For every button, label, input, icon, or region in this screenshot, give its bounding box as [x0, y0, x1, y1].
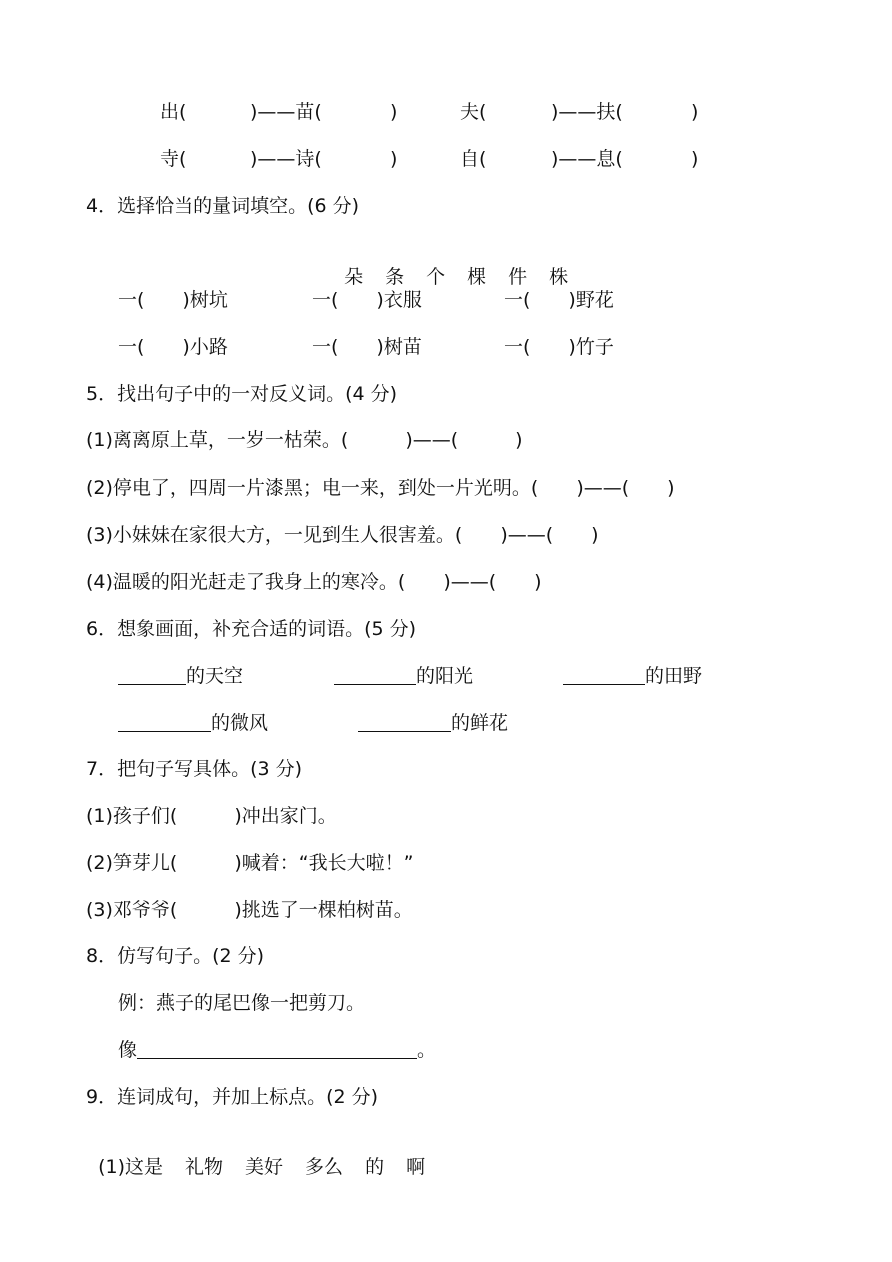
q4-word-bank	[332, 241, 590, 289]
q6-fill	[118, 664, 243, 688]
q9-item	[86, 1131, 425, 1179]
pair-text: 自(	[460, 148, 487, 170]
q4-item: 一( )野花	[504, 289, 614, 311]
q8-answer-line	[118, 1038, 436, 1062]
q4-item: 一( )衣服	[312, 289, 422, 311]
q9-title: 9．连词成句，并加上标点。(2 分)	[86, 1086, 379, 1108]
q5-item: (2)停电了，四周一片漆黑；电一来，到处一片光明。( )——( )	[86, 477, 675, 499]
q4-item: 一( )树苗	[312, 336, 422, 358]
word-bank-item: 朵	[344, 266, 364, 288]
pair-text: )	[691, 101, 699, 123]
q5-item: (4)温暖的阳光赶走了我身上的寒冷。( )——( )	[86, 571, 542, 593]
q6-fill	[118, 711, 268, 735]
word-bank-item: 棵	[467, 266, 487, 288]
q9-word: 的	[365, 1156, 385, 1178]
q4-item: 一( )小路	[118, 336, 228, 358]
q8-example: 例：燕子的尾巴像一把剪刀。	[118, 992, 366, 1014]
pair-text: )——息(	[551, 148, 623, 170]
word-bank-item: 个	[426, 266, 446, 288]
q5-title: 5．找出句子中的一对反义词。(4 分)	[86, 383, 398, 405]
pair-text: )——诗(	[250, 148, 322, 170]
q9-word: 美好	[245, 1156, 284, 1178]
pair-text: 出(	[160, 101, 187, 123]
answer-blank[interactable]	[118, 713, 211, 732]
q6-phrase: 的鲜花	[451, 712, 509, 734]
pair-text: )——苗(	[250, 101, 322, 123]
answer-blank[interactable]	[563, 666, 645, 685]
q8-suffix: 。	[417, 1039, 437, 1061]
q6-fill	[358, 711, 508, 735]
pair-text: )	[390, 101, 398, 123]
answer-blank[interactable]	[137, 1040, 417, 1059]
q7-title: 7．把句子写具体。(3 分)	[86, 758, 303, 780]
pair-text: 寺(	[160, 148, 187, 170]
q4-item: 一( )树坑	[118, 289, 228, 311]
q6-phrase: 的微风	[211, 712, 269, 734]
q7-item: (2)笋芽儿( )喊着：“我长大啦！”	[86, 852, 414, 874]
pair-text: )	[390, 148, 398, 170]
word-bank-item: 条	[385, 266, 405, 288]
pair-text: )——扶(	[551, 101, 623, 123]
q6-title: 6．想象画面，补充合适的词语。(5 分)	[86, 618, 417, 640]
q9-word: 礼物	[185, 1156, 224, 1178]
q7-item: (3)邓爷爷( )挑选了一棵柏树苗。	[86, 899, 413, 921]
q8-prefix: 像	[118, 1039, 138, 1061]
pair-text: 夫(	[460, 101, 487, 123]
q6-phrase: 的阳光	[416, 665, 474, 687]
q9-word: 多么	[305, 1156, 344, 1178]
q9-item-label: (1)这是	[98, 1156, 164, 1178]
answer-blank[interactable]	[334, 666, 416, 685]
q9-word: 啊	[406, 1156, 426, 1178]
q5-item: (3)小妹妹在家很大方，一见到生人很害羞。( )——( )	[86, 524, 599, 546]
q4-item: 一( )竹子	[504, 336, 614, 358]
q6-fill	[563, 664, 702, 688]
q4-title: 4．选择恰当的量词填空。(6 分)	[86, 195, 360, 217]
q5-item: (1)离离原上草，一岁一枯荣。( )——( )	[86, 429, 523, 451]
word-bank-item: 件	[508, 266, 528, 288]
q8-title: 8．仿写句子。(2 分)	[86, 945, 265, 967]
q7-item: (1)孩子们( )冲出家门。	[86, 805, 337, 827]
answer-blank[interactable]	[358, 713, 451, 732]
q6-phrase: 的田野	[645, 665, 703, 687]
answer-blank[interactable]	[118, 666, 186, 685]
q6-phrase: 的天空	[186, 665, 244, 687]
pair-text: )	[691, 148, 699, 170]
q6-fill	[334, 664, 473, 688]
word-bank-item: 株	[549, 266, 569, 288]
